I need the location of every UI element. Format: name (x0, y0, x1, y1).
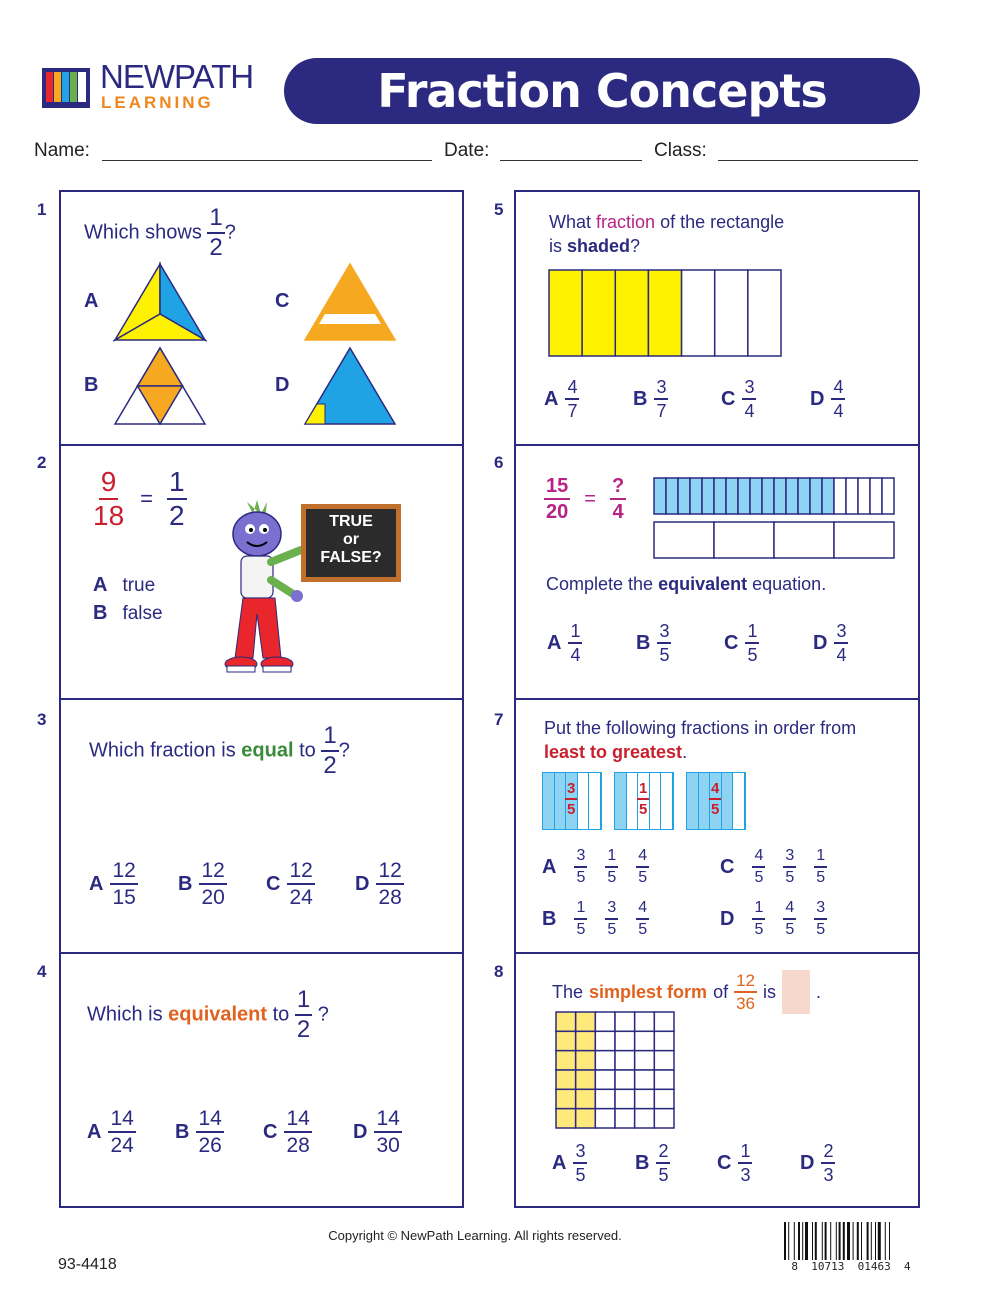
grid-cell (654, 1012, 674, 1031)
grid-cell (595, 1051, 615, 1070)
question-number: 5 (494, 200, 504, 219)
unshaded-part (578, 773, 590, 829)
barcode-bar (889, 1222, 890, 1260)
shaded-part (648, 270, 681, 356)
book-stack-icon (40, 64, 94, 110)
barcode-bar (871, 1222, 872, 1260)
option-d[interactable]: D $\frac{4}{4}$ (810, 377, 844, 421)
fraction: $\frac{9}{18}$ (93, 466, 125, 531)
fraction: $\frac{1}{5}$ (754, 899, 764, 938)
grid-cell (595, 1109, 615, 1128)
barcode-bar (794, 1222, 795, 1260)
grid-cell (654, 1089, 674, 1108)
unshaded-part (882, 478, 894, 514)
option-b[interactable]: B $\frac{14}{26}$ (175, 1107, 222, 1157)
cartoon-character-illustration (217, 496, 313, 682)
option-c[interactable]: C $\frac{14}{28}$ (263, 1107, 310, 1157)
shaded-cell (556, 1031, 576, 1050)
grid-cell (595, 1070, 615, 1089)
option-letter: C (720, 855, 735, 878)
barcode-bar (843, 1222, 845, 1260)
option-b-label[interactable]: B (84, 374, 99, 396)
option-letter: B (542, 907, 557, 930)
shaded-cell (576, 1070, 596, 1089)
shaded-part (774, 478, 786, 514)
option-a[interactable]: A $\frac{4}{7}$ (544, 377, 578, 421)
bar-label: $\frac{3}{5}$ (567, 780, 576, 818)
barcode-bar (861, 1222, 862, 1260)
barcode-bar (784, 1222, 786, 1260)
fraction: $\frac{1}{2}$ (323, 722, 337, 779)
question-1-panel (59, 190, 464, 446)
shaded-part (726, 478, 738, 514)
question-3-panel (59, 698, 464, 954)
question-8-panel (514, 952, 920, 1208)
product-code: 93-4418 (58, 1256, 117, 1273)
shaded-part (714, 478, 726, 514)
grid-cell (615, 1012, 635, 1031)
barcode-bar (853, 1222, 854, 1260)
option-c[interactable]: C $\frac{1}{3}$ (717, 1141, 751, 1185)
grid-cell (595, 1089, 615, 1108)
grid-cell (635, 1089, 655, 1108)
triangle-stripe-shape[interactable] (303, 262, 397, 342)
barcode-bar (815, 1222, 817, 1260)
question-number: 4 (37, 962, 47, 981)
question-8-prompt: The simplest form of $\frac{12}{36}$ is . (552, 971, 822, 1013)
shaded-cell (576, 1051, 596, 1070)
shaded-cell (576, 1031, 596, 1050)
shaded-part (722, 773, 734, 829)
question-7-prompt: Put the following fractions in order from least to greatest. (544, 718, 857, 762)
fraction: $\frac{1}{2}$ (169, 466, 185, 531)
option-b[interactable]: B $\frac{3}{5}$ (636, 621, 670, 665)
shaded-part (666, 478, 678, 514)
question-number: 3 (37, 710, 47, 729)
fraction-bar-models (652, 476, 896, 562)
shaded-cell (576, 1109, 596, 1128)
grid-model (554, 1010, 676, 1130)
fifths-bar (542, 772, 602, 830)
unshaded-part (748, 270, 781, 356)
name-field[interactable] (102, 160, 432, 161)
shaded-part (690, 478, 702, 514)
option-b[interactable]: B $\frac{12}{20}$ (178, 859, 225, 909)
question-number: 1 (37, 200, 47, 219)
option-a[interactable] (542, 848, 649, 886)
logo-wordmark: NEWPATH (100, 58, 254, 95)
option-d-label[interactable]: D (275, 374, 290, 396)
class-label: Class: (654, 140, 707, 161)
barcode-icon (776, 1222, 926, 1282)
barcode-bar (822, 1222, 823, 1260)
barcode-bar (836, 1222, 837, 1260)
unshaded-part (870, 478, 882, 514)
shaded-part (762, 478, 774, 514)
prompt-text: Which shows (84, 221, 202, 244)
unshaded-part (715, 270, 748, 356)
shaded-cell (576, 1012, 596, 1031)
unshaded-part (714, 522, 774, 558)
shaded-part (798, 478, 810, 514)
fraction: $\frac{3}{5}$ (785, 847, 795, 886)
shaded-part (615, 270, 648, 356)
grid-cell (635, 1012, 655, 1031)
question-5-prompt: What fraction of the rectangle is shaded? (549, 212, 785, 256)
fraction: $\frac{4}{5}$ (638, 899, 648, 938)
unshaded-part (589, 773, 601, 829)
grid-cell (595, 1012, 615, 1031)
fraction: $\frac{1}{2}$ (296, 986, 311, 1043)
shaded-cell (556, 1109, 576, 1128)
grid-cell (635, 1051, 655, 1070)
barcode-bar (878, 1222, 881, 1260)
triangle-thirds-shape[interactable] (113, 262, 207, 342)
option-a[interactable]: A $\frac{1}{4}$ (547, 621, 581, 665)
fraction: $\frac{1}{5}$ (576, 899, 586, 938)
triangle-quarters-shape[interactable] (113, 346, 207, 426)
date-label: Date: (444, 140, 490, 161)
grid-cell (615, 1051, 635, 1070)
page-title: Fraction Concepts (284, 58, 920, 124)
option-letter: D (720, 907, 735, 930)
grid-cell (654, 1031, 674, 1050)
fifths-bar (686, 772, 746, 830)
grid-cell (654, 1070, 674, 1089)
shaded-part (687, 773, 699, 829)
fraction: $\frac{1}{5}$ (816, 847, 826, 886)
question-6-panel (514, 444, 920, 700)
barcode-bar (825, 1222, 827, 1260)
barcode-bar (847, 1222, 850, 1260)
question-2-equation: $\frac{9}{18}$ = $\frac{1}{2}$ (93, 466, 185, 531)
fraction: $\frac{3}{5}$ (607, 899, 617, 938)
question-2-panel (59, 444, 464, 700)
bar-label: $\frac{4}{5}$ (711, 780, 720, 818)
unshaded-part (834, 522, 894, 558)
fraction: $\frac{1}{5}$ (607, 847, 617, 886)
option-a[interactable]: A $\frac{12}{15}$ (89, 859, 136, 909)
fraction: $\frac{4}{5}$ (638, 847, 648, 886)
grid-cell (595, 1031, 615, 1050)
shaded-part (786, 478, 798, 514)
barcode-bar (802, 1222, 803, 1260)
shaded-cell (556, 1051, 576, 1070)
shaded-part (549, 270, 582, 356)
unshaded-part (654, 522, 714, 558)
option-letter: A (542, 855, 557, 878)
answer-box[interactable] (782, 970, 810, 1014)
option-c[interactable]: C $\frac{12}{24}$ (266, 859, 313, 909)
grid-cell (654, 1051, 674, 1070)
logo-tagline: LEARNING (101, 93, 214, 112)
grid-cell (615, 1031, 635, 1050)
unshaded-part (733, 773, 745, 829)
shaded-cell (556, 1070, 576, 1089)
shaded-part (615, 773, 627, 829)
shaded-cell (556, 1089, 576, 1108)
question-6-prompt: Complete the equivalent equation. (546, 574, 827, 594)
option-c-label[interactable]: C (275, 290, 290, 312)
shaded-cell (576, 1089, 596, 1108)
barcode-bar (857, 1222, 859, 1260)
fraction: $\frac{1}{2}$ (209, 204, 223, 261)
grid-cell (615, 1070, 635, 1089)
shaded-part (750, 478, 762, 514)
fraction: $\frac{4}{5}$ (754, 847, 764, 886)
date-field[interactable] (500, 160, 642, 161)
unshaded-part (661, 773, 673, 829)
question-number: 2 (37, 453, 47, 472)
triangle-sliver-shape[interactable] (303, 346, 397, 426)
barcode-bar (830, 1222, 831, 1260)
barcode-bar (839, 1222, 841, 1260)
option-b[interactable]: B false (93, 602, 163, 624)
class-field[interactable] (718, 160, 918, 161)
shaded-part (678, 478, 690, 514)
barcode-bar (788, 1222, 789, 1260)
shaded-part (582, 270, 615, 356)
unshaded-part (650, 773, 662, 829)
fifths-bar (614, 772, 674, 830)
unshaded-part (834, 478, 846, 514)
shaded-cell (556, 1012, 576, 1031)
barcode-bar (805, 1222, 808, 1260)
shaded-part (810, 478, 822, 514)
option-d[interactable]: D $\frac{2}{3}$ (800, 1141, 834, 1185)
question-1-prompt: Which shows $\frac{1}{2}$ ? (84, 204, 236, 261)
unshaded-part (846, 478, 858, 514)
question-4-prompt: Which is equivalent to $\frac{1}{2}$ ? (87, 986, 329, 1043)
unshaded-part (858, 478, 870, 514)
grid-cell (654, 1109, 674, 1128)
barcode-bar (875, 1222, 876, 1260)
shaded-part (822, 478, 834, 514)
unshaded-part (682, 270, 715, 356)
question-3-prompt: Which fraction is equal to $\frac{1}{2}$ ? (89, 722, 350, 779)
shaded-part (738, 478, 750, 514)
fifths-bar-models (542, 772, 782, 836)
option-c[interactable] (720, 848, 827, 886)
question-number: 7 (494, 710, 504, 729)
barcode-digits: 8 10713 01463 4 (791, 1260, 911, 1273)
question-number: 8 (494, 962, 504, 981)
fraction: $\frac{3}{5}$ (576, 847, 586, 886)
shaded-part (654, 478, 666, 514)
name-label: Name: (34, 140, 90, 161)
ordering-options (542, 848, 902, 948)
question-number: 6 (494, 453, 504, 472)
question-7-panel (514, 698, 920, 954)
unshaded-part (774, 522, 834, 558)
option-a-label[interactable]: A (84, 290, 99, 312)
barcode-bar (867, 1222, 869, 1260)
grid-cell (615, 1109, 635, 1128)
option-d[interactable]: D $\frac{3}{4}$ (813, 621, 847, 665)
rectangle-model (547, 268, 783, 358)
chalkboard: TRUE or FALSE? (301, 504, 401, 582)
barcode-bar (885, 1222, 886, 1260)
shaded-part (543, 773, 555, 829)
option-b[interactable]: B $\frac{3}{7}$ (633, 377, 667, 421)
copyright-notice: Copyright © NewPath Learning. All rights reserved. (328, 1228, 622, 1243)
option-c[interactable]: C $\frac{3}{4}$ (721, 377, 755, 421)
option-b[interactable]: B $\frac{2}{5}$ (635, 1141, 669, 1185)
grid-cell (635, 1070, 655, 1089)
grid-cell (615, 1089, 635, 1108)
fraction: $\frac{3}{5}$ (816, 899, 826, 938)
option-c[interactable]: C $\frac{1}{5}$ (724, 621, 758, 665)
question-6-equation: $\frac{15}{20}$ = $\frac{?}{4}$ (546, 475, 625, 523)
option-a[interactable]: A true (93, 574, 156, 596)
shaded-part (702, 478, 714, 514)
grid-cell (635, 1031, 655, 1050)
option-a[interactable]: A $\frac{14}{24}$ (87, 1107, 134, 1157)
barcode-bar (798, 1222, 800, 1260)
bar-label: $\frac{1}{5}$ (639, 780, 648, 818)
fraction: $\frac{4}{5}$ (785, 899, 795, 938)
question-4-panel (59, 952, 464, 1208)
option-a[interactable]: A $\frac{3}{5}$ (552, 1141, 586, 1185)
option-d[interactable]: D $\frac{12}{28}$ (355, 859, 402, 909)
option-d[interactable]: D $\frac{14}{30}$ (353, 1107, 400, 1157)
grid-cell (635, 1109, 655, 1128)
option-d[interactable] (720, 900, 827, 938)
barcode-bar (812, 1222, 813, 1260)
option-b[interactable] (542, 900, 649, 938)
question-5-panel (514, 190, 920, 446)
